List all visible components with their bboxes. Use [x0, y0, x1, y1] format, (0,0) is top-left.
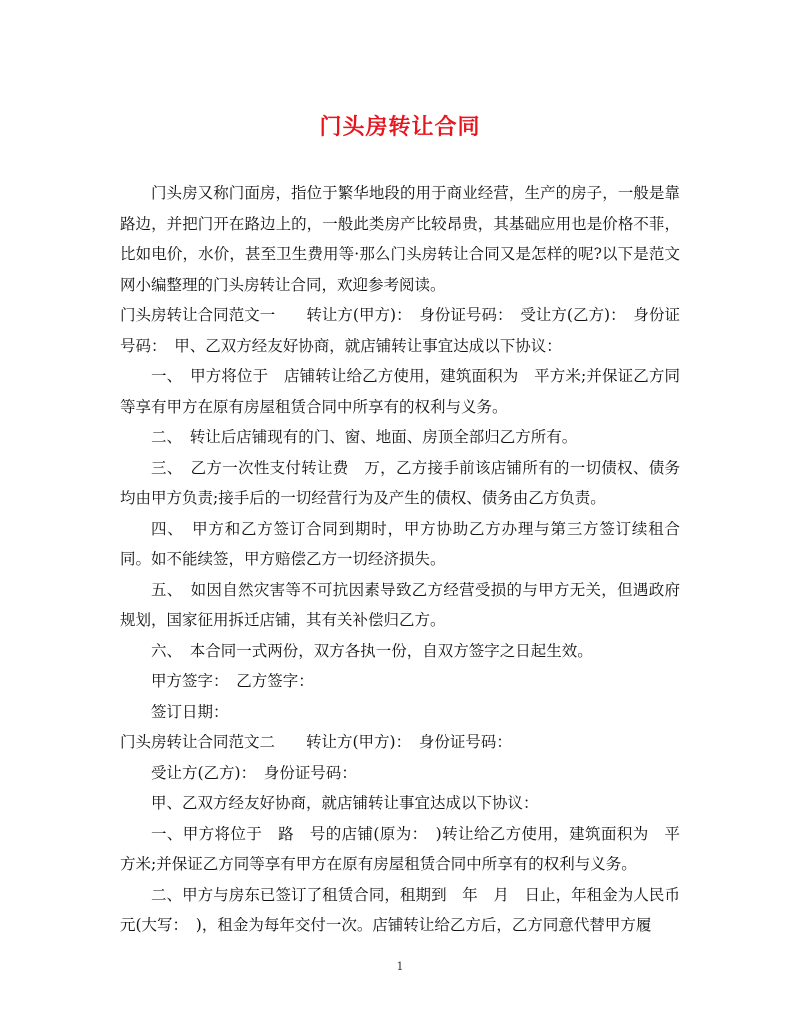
- paragraph: 一、甲方将位于 路 号的店铺(原为： )转让给乙方使用，建筑面积为 平方米;并保证乙方同等享有甲方在原有房屋租赁合同中所享有的权利与义务。: [120, 824, 680, 873]
- paragraph: 五、 如因自然灾害等不可抗因素导致乙方经营受损的与甲方无关，但遇政府规划，国家征用拆迁店铺，其有关补偿归乙方。: [120, 580, 680, 629]
- paragraph: 二、甲方与房东已签订了租赁合同，租期到 年 月 日止，年租金为人民币元(大写： )，租金为每年交付一次。店铺转让给乙方后，乙方同意代替甲方履: [120, 885, 680, 934]
- paragraph: 六、 本合同一式两份，双方各执一份，自双方签字之日起生效。: [151, 641, 593, 660]
- paragraph: 一、 甲方将位于 店铺转让给乙方使用，建筑面积为 平方米;并保证乙方同等享有甲方在原有房屋租赁合同中所享有的权利与义务。: [120, 367, 680, 416]
- paragraph: 甲方签字： 乙方签字：: [151, 672, 314, 690]
- paragraph: 签订日期：: [151, 702, 229, 721]
- paragraph: 甲、乙双方经友好协商，就店铺转让事宜达成以下协议：: [151, 794, 539, 812]
- paragraph: 门头房转让合同范文二 转让方(甲方)： 身份证号码：: [120, 733, 512, 751]
- paragraph: 三、 乙方一次性支付转让费 万，乙方接手前该店铺所有的一切债权、债务均由甲方负责;接手后的一切经营行为及产生的债权、债务由乙方负责。: [120, 458, 680, 507]
- document-title: 门头房转让合同: [319, 115, 481, 140]
- document-body: [120, 178, 680, 941]
- paragraph: 受让方(乙方)： 身份证号码：: [151, 763, 357, 782]
- paragraph: 四、 甲方和乙方签订合同到期时，甲方协助乙方办理与第三方签订续租合同。如不能续签，甲方赔偿乙方一切经济损失。: [120, 519, 680, 568]
- page-number: 1: [396, 960, 404, 973]
- paragraph: 门头房又称门面房，指位于繁华地段的用于商业经营，生产的房子，一般是靠路边，并把门开在路边上的，一般此类房产比较昂贵，其基础应用也是价格不菲，比如电价，水价，甚至卫生费用等·那么门头房转让合同又是怎样的呢?以下是范文网小编整理的门头房转让合同，欢迎参考阅读。: [120, 184, 680, 294]
- paragraph: 二、 转让后店铺现有的门、窗、地面、房顶全部归乙方所有。: [151, 428, 578, 446]
- paragraph: 门头房转让合同范文一 转让方(甲方)： 身份证号码： 受让方(乙方)： 身份证号码： 甲、乙双方经友好协商，就店铺转让事宜达成以下协议：: [120, 306, 680, 355]
